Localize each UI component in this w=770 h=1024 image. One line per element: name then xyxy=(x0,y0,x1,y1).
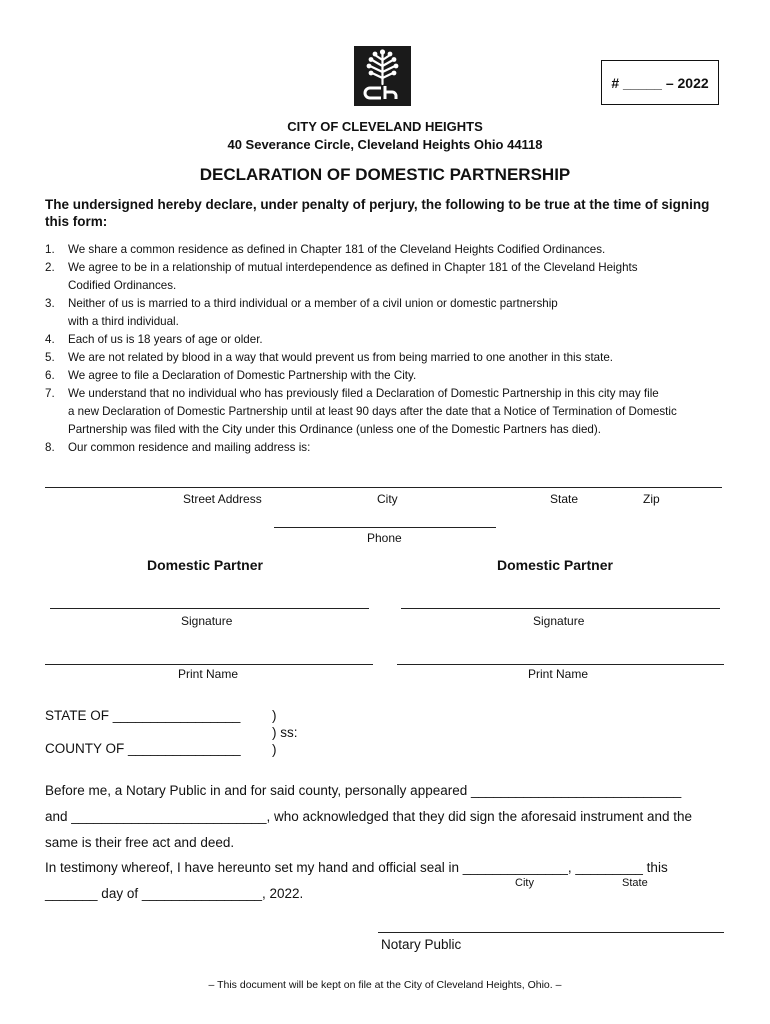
city-caption: City xyxy=(377,492,398,506)
notary-public-caption: Notary Public xyxy=(381,937,462,952)
notary-signature-line[interactable] xyxy=(378,932,724,933)
clause-text-line: We agree to file a Declaration of Domestic Partnership with the City. xyxy=(68,369,417,382)
state-caption: State xyxy=(550,492,579,506)
clause-text-line: a new Declaration of Domestic Partnership until at least 90 days after the date that a Notice of Termination of Domestic xyxy=(68,405,677,418)
footer-note: – This document will be kept on file at the City of Cleveland Heights, Ohio. – xyxy=(208,979,562,991)
notary-appeared-line[interactable]: Before me, a Notary Public in and for said county, personally appeared ____________________________ xyxy=(45,783,682,798)
clause-text-line: Codified Ordinances. xyxy=(68,279,177,292)
venue-paren-bottom: ) xyxy=(272,742,277,757)
partner-right-print-name-caption: Print Name xyxy=(528,667,589,681)
clause-text-line: Our common residence and mailing address is: xyxy=(68,441,311,454)
phone-line[interactable] xyxy=(274,527,496,528)
case-number-box[interactable]: # _____ – 2022 xyxy=(601,60,719,105)
notary-date-line[interactable]: _______ day of ________________, 2022. xyxy=(45,886,304,901)
partner-left-signature-caption: Signature xyxy=(181,614,233,628)
clause-text-line: Each of us is 18 years of age or older. xyxy=(68,333,263,346)
clause-item xyxy=(45,439,735,457)
street-address-caption: Street Address xyxy=(183,492,262,506)
clause-number: 2. xyxy=(45,261,55,274)
clause-text-line: Partnership was filed with the City under this Ordinance (unless one of the Domestic Partners has died). xyxy=(68,423,601,436)
zip-caption: Zip xyxy=(643,492,660,506)
notary-free-act-line: same is their free act and deed. xyxy=(45,835,235,850)
intro-statement: The undersigned hereby declare, under penalty of perjury, the following to be true at the time of signing this form: xyxy=(45,197,710,229)
city-address: 40 Severance Circle, Cleveland Heights Ohio 44118 xyxy=(227,137,543,152)
clause-text-line: We understand that no individual who has previously filed a Declaration of Domestic Partnership in this city may file xyxy=(68,387,659,400)
notary-state-caption: State xyxy=(622,877,648,889)
partner-left-signature-line[interactable] xyxy=(50,608,369,609)
city-name: CITY OF CLEVELAND HEIGHTS xyxy=(287,119,483,134)
clause-text-line: We share a common residence as defined in Chapter 181 of the Cleveland Heights Codified Ordinances. xyxy=(68,243,606,256)
partner-right-print-name-line[interactable] xyxy=(397,664,724,665)
partner-right-heading: Domestic Partner xyxy=(497,557,613,573)
partner-left-print-name-line[interactable] xyxy=(45,664,373,665)
clause-number: 7. xyxy=(45,387,55,400)
notary-city-caption: City xyxy=(515,877,534,889)
county-of-field[interactable]: COUNTY OF _______________ xyxy=(45,741,241,756)
clause-number: 8. xyxy=(45,441,55,454)
notary-testimony-line[interactable]: In testimony whereof, I have hereunto set my hand and official seal in ______________, _________ this xyxy=(45,860,668,875)
clause-list xyxy=(45,241,735,457)
clause-text-line: with a third individual. xyxy=(68,315,179,328)
clause-item xyxy=(45,241,735,259)
clause-text-line: Neither of us is married to a third individual or a member of a civil union or domestic partnership xyxy=(68,297,558,310)
address-line[interactable] xyxy=(45,487,722,488)
phone-caption: Phone xyxy=(367,531,402,545)
clause-item xyxy=(45,259,735,295)
clause-text-line: We agree to be in a relationship of mutual interdependence as defined in Chapter 181 of the Cleveland Heights xyxy=(68,261,638,274)
clause-item xyxy=(45,331,735,349)
clause-number: 3. xyxy=(45,297,55,310)
clause-number: 4. xyxy=(45,333,55,346)
clause-number: 5. xyxy=(45,351,55,364)
tree-ch-logo-icon xyxy=(354,46,411,106)
clause-item xyxy=(45,385,735,439)
clause-item xyxy=(45,349,735,367)
venue-paren-top: ) xyxy=(272,708,277,723)
clause-number: 6. xyxy=(45,369,55,382)
clause-text-line: We are not related by blood in a way that would prevent us from being married to one another in this state. xyxy=(68,351,614,364)
partner-right-signature-caption: Signature xyxy=(533,614,585,628)
clause-number: 1. xyxy=(45,243,55,256)
clause-item xyxy=(45,295,735,331)
notary-acknowledged-line[interactable]: and __________________________, who acknowledged that they did sign the aforesaid instrument and the xyxy=(45,809,693,824)
venue-ss: ) ss: xyxy=(272,725,298,740)
clause-item xyxy=(45,367,735,385)
partner-left-heading: Domestic Partner xyxy=(147,557,263,573)
state-of-field[interactable]: STATE OF _________________ xyxy=(45,708,241,723)
document-title: DECLARATION OF DOMESTIC PARTNERSHIP xyxy=(199,165,571,184)
partner-right-signature-line[interactable] xyxy=(401,608,720,609)
partner-left-print-name-caption: Print Name xyxy=(178,667,239,681)
